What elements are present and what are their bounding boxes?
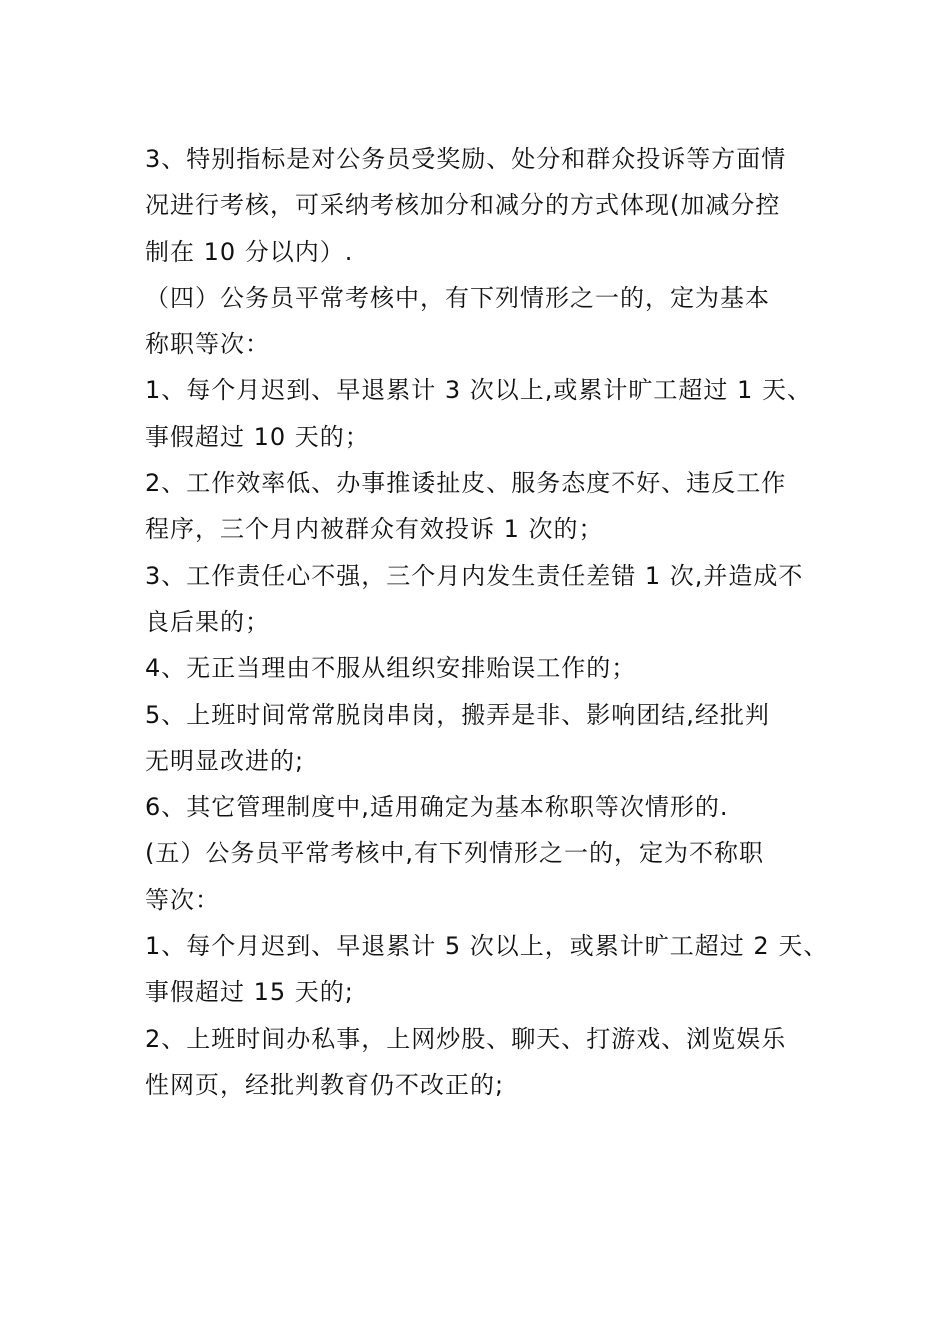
text-line: 性网页，经批判教育仍不改正的; [145, 1070, 505, 1099]
text-line: 2、上班时间办私事，上网炒股、聊天、打游戏、浏览娱乐 [145, 1024, 787, 1053]
text-line: 况进行考核，可采纳考核加分和减分的方式体现(加减分控 [145, 191, 781, 220]
text-line: 制在 10 分以内）. [145, 237, 354, 266]
text-line: 事假超过 10 天的； [145, 422, 370, 451]
text-line: (五）公务员平常考核中,有下列情形之一的，定为不称职 [145, 839, 764, 868]
text-line: 2、工作效率低、办事推诿扯皮、服务态度不好、违反工作 [145, 469, 787, 498]
text-line: 6、其它管理制度中,适用确定为基本称职等次情形的. [145, 793, 729, 822]
text-line: 3、特别指标是对公务员受奖励、处分和群众投诉等方面情 [145, 145, 787, 173]
text-line: 称职等次： [145, 330, 270, 359]
text-line: 1、每个月迟到、早退累计 3 次以上,或累计旷工超过 1 天、 [145, 376, 812, 405]
text-line: 无明显改进的; [145, 746, 305, 775]
text-line: 4、无正当理由不服从组织安排贻误工作的； [145, 654, 637, 683]
text-line: （四）公务员平常考核中，有下列情形之一的，定为基本 [145, 283, 770, 312]
text-line: 程序，三个月内被群众有效投诉 1 次的； [145, 515, 604, 544]
text-line: 1、每个月迟到、早退累计 5 次以上，或累计旷工超过 2 天、 [145, 932, 829, 961]
text-line: 5、上班时间常常脱岗串岗，搬弄是非、影响团结,经批判 [145, 700, 770, 729]
text-line: 良后果的； [145, 607, 270, 636]
text-line: 事假超过 15 天的; [145, 978, 354, 1007]
text-line: 等次： [145, 885, 220, 914]
text-line: 3、工作责任心不强，三个月内发生责任差错 1 次,并造成不 [145, 561, 804, 590]
document-body [145, 136, 829, 1108]
